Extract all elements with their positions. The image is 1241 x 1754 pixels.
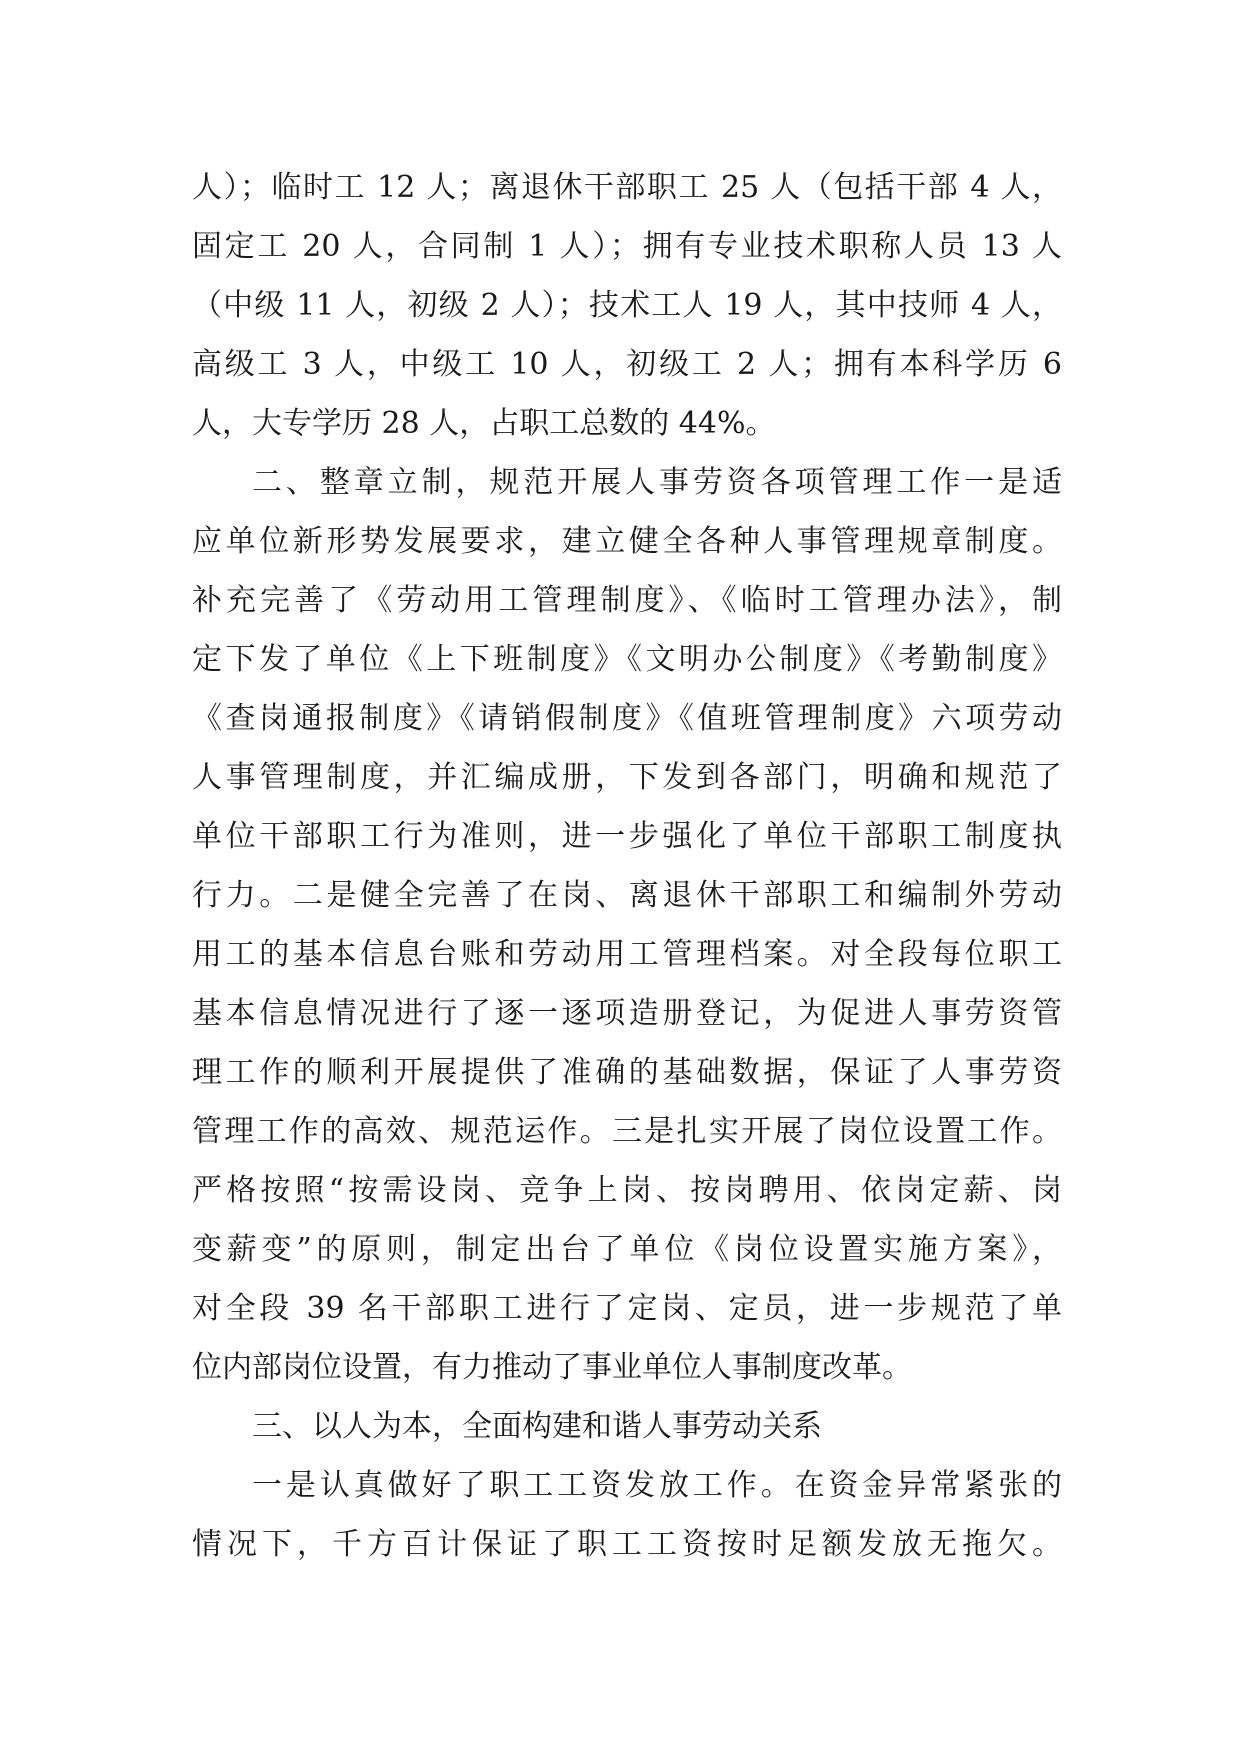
text-line: 人，大专学历 28 人，占职工总数的 44%。 — [192, 406, 776, 441]
text-line: 严格按照“按需设岗、竞争上岗、按岗聘用、依岗定薪、岗 — [192, 1173, 1062, 1208]
text-line: 定下发了单位《上下班制度》《文明办公制度》《考勤制度》 — [192, 642, 1062, 677]
text-line: 基本信息情况进行了逐一逐项造册登记，为促进人事劳资管 — [192, 996, 1062, 1031]
text-line: 《查岗通报制度》《请销假制度》《值班管理制度》六项劳动 — [192, 701, 1062, 736]
text-line: 理工作的顺利开展提供了准确的基础数据，保证了人事劳资 — [192, 1055, 1062, 1090]
text-line: 补充完善了《劳动用工管理制度》、《临时工管理办法》，制 — [192, 583, 1062, 618]
text-line: 用工的基本信息台账和劳动用工管理档案。对全段每位职工 — [192, 937, 1062, 972]
text-line: 高级工 3 人，中级工 10 人，初级工 2 人；拥有本科学历 6 — [192, 347, 1062, 382]
text-line: 单位干部职工行为准则，进一步强化了单位干部职工制度执 — [192, 819, 1062, 854]
text-line: （中级 11 人，初级 2 人）；技术工人 19 人，其中技师 4 人， — [192, 288, 1062, 323]
text-line: 位内部岗位设置，有力推动了事业单位人事制度改革。 — [192, 1350, 912, 1385]
text-line: 一是认真做好了职工工资发放工作。在资金异常紧张的 — [252, 1468, 1062, 1503]
document-body-text — [192, 158, 1062, 1574]
text-line: 三、以人为本，全面构建和谐人事劳动关系 — [252, 1409, 822, 1444]
text-line: 行力。二是健全完善了在岗、离退休干部职工和编制外劳动 — [192, 878, 1062, 913]
text-line: 人）；临时工 12 人；离退休干部职工 25 人（包括干部 4 人， — [192, 170, 1062, 205]
text-line: 人事管理制度，并汇编成册，下发到各部门，明确和规范了 — [192, 760, 1062, 795]
text-line: 固定工 20 人，合同制 1 人）；拥有专业技术职称人员 13 人 — [192, 229, 1062, 264]
text-line: 应单位新形势发展要求，建立健全各种人事管理规章制度。 — [192, 524, 1062, 559]
text-line: 变薪变”的原则，制定出台了单位《岗位设置实施方案》， — [192, 1232, 1062, 1267]
text-line: 管理工作的高效、规范运作。三是扎实开展了岗位设置工作。 — [192, 1114, 1062, 1149]
text-line: 二、整章立制，规范开展人事劳资各项管理工作一是适 — [252, 465, 1062, 500]
text-line: 情况下，千方百计保证了职工工资按时足额发放无拖欠。 — [192, 1527, 1062, 1562]
text-line: 对全段 39 名干部职工进行了定岗、定员，进一步规范了单 — [192, 1291, 1062, 1326]
